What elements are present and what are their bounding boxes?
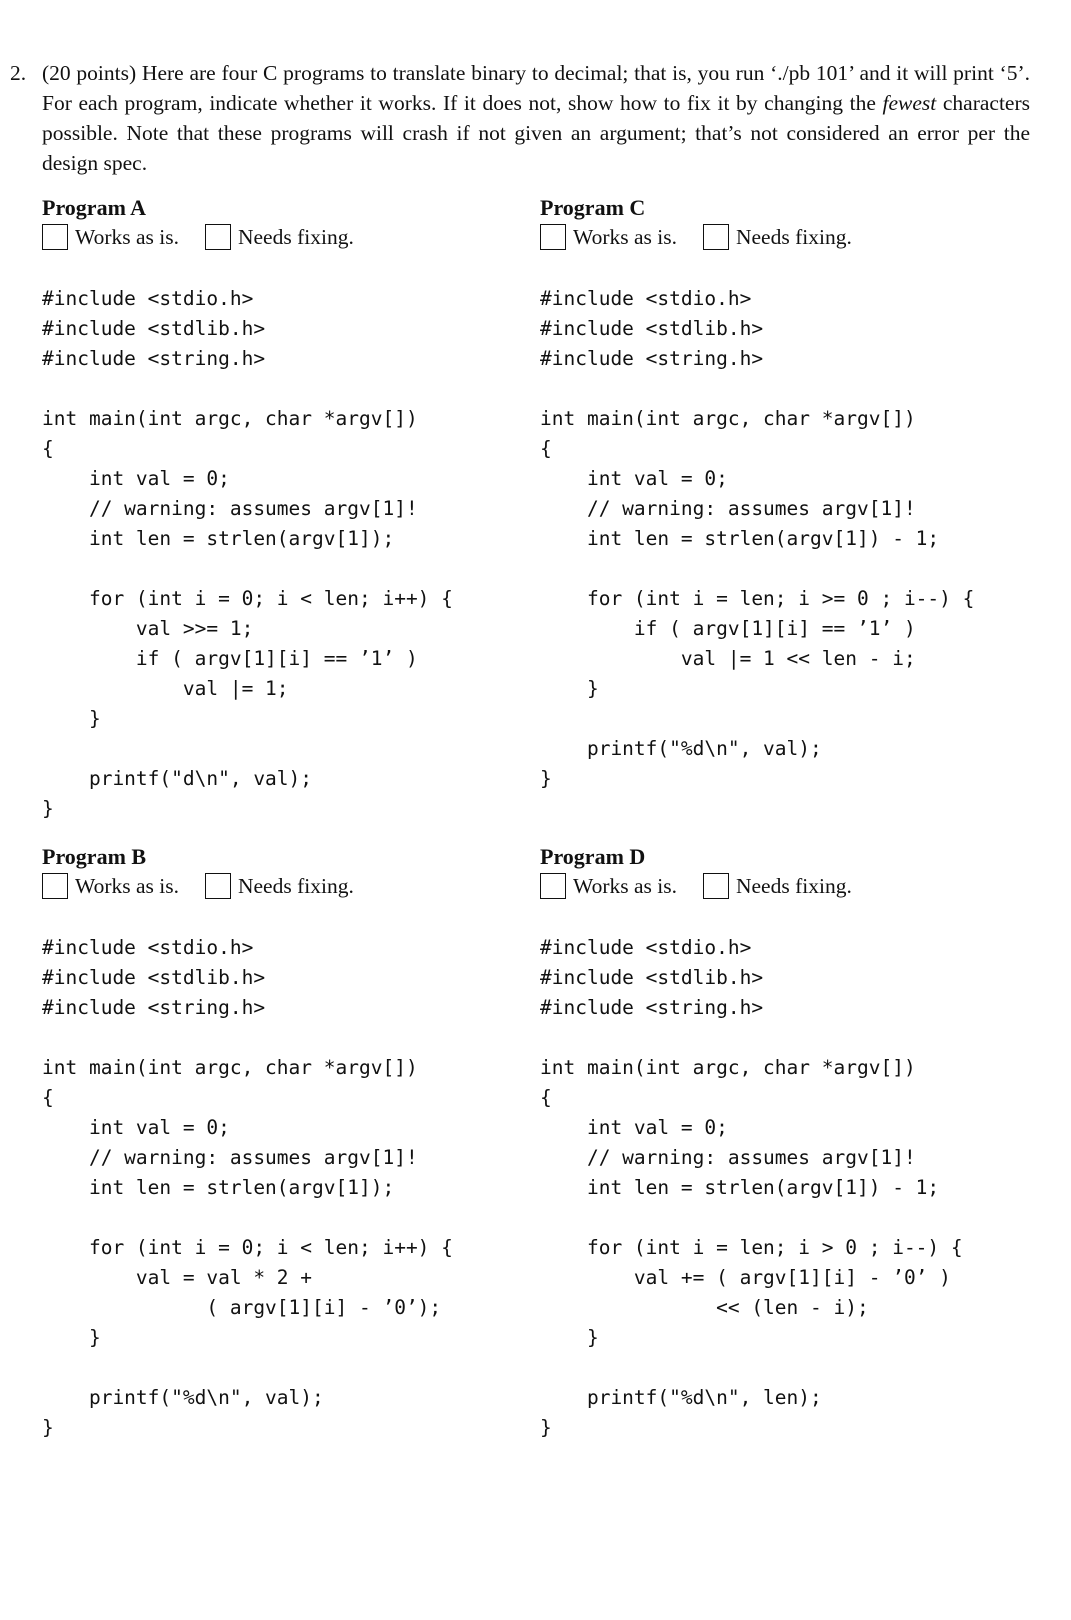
program-d: [540, 844, 1020, 1443]
needs-fixing-label: Needs fixing.: [735, 873, 852, 898]
works-label: Works as is.: [573, 873, 677, 898]
program-b-needs-fixing-checkbox[interactable]: [205, 873, 231, 899]
works-label: Works as is.: [75, 873, 179, 898]
program-a-title: Program A: [42, 195, 147, 220]
program-b: [42, 844, 522, 1443]
program-d-needs-fixing-checkbox[interactable]: [703, 873, 729, 899]
question-text-emphasis: fewest: [882, 91, 937, 115]
program-a-code: #include <stdio.h> #include <stdlib.h> #include <string.h> int main(int argc, char *argv[]) { int val = 0; // warning: assumes argv[1]! int len = strlen(argv[1]); for (int i = 0; i < len; i++) { val >>= 1; if ( argv[1][i] == ’1’ ) val |= 1; } printf("d\n", val); }: [42, 287, 453, 820]
question-number: 2.: [10, 61, 27, 85]
program-b-title: Program B: [42, 844, 147, 869]
question-block: [10, 58, 1030, 178]
needs-fixing-label: Needs fixing.: [237, 224, 354, 249]
needs-fixing-label: Needs fixing.: [237, 873, 354, 898]
program-d-options: [540, 871, 1020, 901]
program-c-options: [540, 222, 1020, 252]
program-d-title: Program D: [540, 844, 646, 869]
program-a: [42, 195, 522, 824]
program-d-code: #include <stdio.h> #include <stdlib.h> #include <string.h> int main(int argc, char *argv[]) { int val = 0; // warning: assumes argv[1]! int len = strlen(argv[1]) - 1; for (int i = len; i > 0 ; i--) { val += ( argv[1][i] - ’0’ ) << (len - i); } printf("%d\n", len); }: [540, 936, 963, 1439]
program-c-title: Program C: [540, 195, 646, 220]
program-c-code: #include <stdio.h> #include <stdlib.h> #include <string.h> int main(int argc, char *argv[]) { int val = 0; // warning: assumes argv[1]! int len = strlen(argv[1]) - 1; for (int i = len; i >= 0 ; i--) { if ( argv[1][i] == ’1’ ) val |= 1 << len - i; } printf("%d\n", val); }: [540, 287, 975, 790]
works-label: Works as is.: [573, 224, 677, 249]
question-text: [42, 58, 1030, 178]
program-b-options: [42, 871, 522, 901]
program-c: [540, 195, 1020, 794]
question-text-part1: (20 points) Here are four C programs to translate binary to decimal; that is, you run ‘./pb 101’ and it will print ‘5’. For each program, indicate whether it works. If it does not, show how to fix it by changing the: [42, 61, 1030, 115]
program-a-works-checkbox[interactable]: [42, 224, 68, 250]
program-b-code: #include <stdio.h> #include <stdlib.h> #include <string.h> int main(int argc, char *argv[]) { int val = 0; // warning: assumes argv[1]! int len = strlen(argv[1]); for (int i = 0; i < len; i++) { val = val * 2 + ( argv[1][i] - ’0’); } printf("%d\n", val); }: [42, 936, 453, 1439]
program-a-options: [42, 222, 522, 252]
program-c-needs-fixing-checkbox[interactable]: [703, 224, 729, 250]
program-b-works-checkbox[interactable]: [42, 873, 68, 899]
program-a-needs-fixing-checkbox[interactable]: [205, 224, 231, 250]
needs-fixing-label: Needs fixing.: [735, 224, 852, 249]
works-label: Works as is.: [75, 224, 179, 249]
program-c-works-checkbox[interactable]: [540, 224, 566, 250]
question-text-part2: characters possible. Note that these programs will crash if not given an argument; that’s not considered an error per the design spec.: [42, 91, 1030, 175]
program-d-works-checkbox[interactable]: [540, 873, 566, 899]
